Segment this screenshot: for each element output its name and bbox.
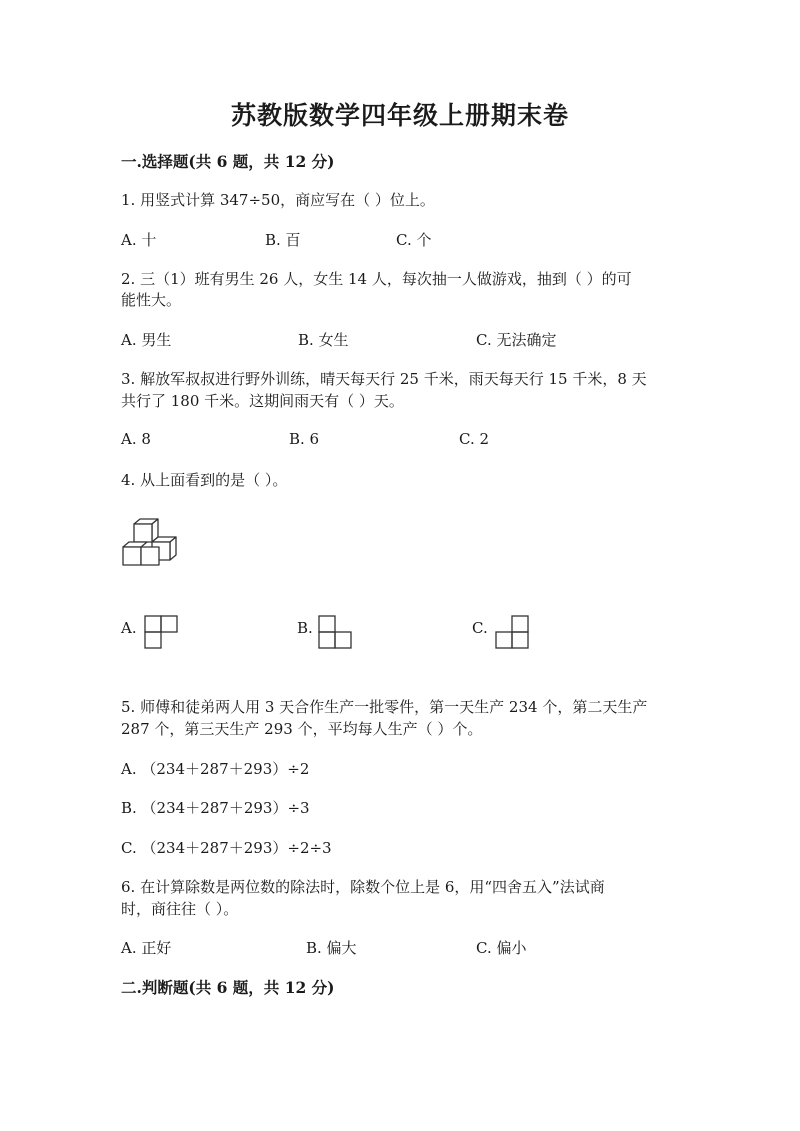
- question-2-text-line2: 能性大。: [121, 291, 182, 309]
- question-3-text-line1: 3. 解放军叔叔进行野外训练，晴天每天行 25 千米，雨天每天行 15 千米，8 天: [121, 370, 647, 388]
- q3-option-b: B. 6: [289, 430, 320, 448]
- q5-option-b: B. （234＋287＋293）÷3: [121, 799, 310, 817]
- q4-option-c: C.: [472, 619, 488, 637]
- q6-option-c: C. 偏小: [476, 939, 527, 957]
- q2-option-c: C. 无法确定: [476, 331, 557, 349]
- q5-option-c: C. （234＋287＋293）÷2÷3: [121, 839, 332, 857]
- question-5-text-line1: 5. 师傅和徒弟两人用 3 天合作生产一批零件，第一天生产 234 个，第二天生产: [121, 698, 648, 716]
- question-6-text-line1: 6. 在计算除数是两位数的除法时，除数个位上是 6，用“四舍五入”法试商: [121, 878, 605, 896]
- question-1-text: 1. 用竖式计算 347÷50，商应写在（ ）位上。: [121, 191, 435, 209]
- section-heading-judgment: 二.判断题(共 6 题，共 12 分): [121, 978, 335, 997]
- q5-option-a: A. （234＋287＋293）÷2: [121, 760, 310, 778]
- q1-option-a: A. 十: [121, 231, 157, 249]
- question-3-text-line2: 共行了 180 千米。这期间雨天有（ ）天。: [121, 392, 404, 410]
- q4-option-a: A.: [121, 619, 137, 637]
- q6-option-a: A. 正好: [121, 939, 172, 957]
- top-view-figure-b: [317, 614, 353, 650]
- q3-option-a: A. 8: [121, 430, 151, 448]
- section-heading-choice: 一.选择题(共 6 题，共 12 分): [121, 152, 335, 171]
- question-2-text-line1: 2. 三（1）班有男生 26 人，女生 14 人，每次抽一人做游戏，抽到（ ）的可: [121, 270, 632, 288]
- page-title: 苏教版数学四年级上册期末卷: [230, 101, 569, 130]
- q2-option-b: B. 女生: [298, 331, 349, 349]
- q4-option-b: B.: [297, 619, 313, 637]
- question-4-text: 4. 从上面看到的是（ ）。: [121, 471, 288, 489]
- question-5-text-line2: 287 个，第三天生产 293 个，平均每人生产（ ）个。: [121, 720, 483, 738]
- top-view-figure-c: [494, 614, 530, 650]
- q2-option-a: A. 男生: [121, 331, 172, 349]
- q1-option-b: B. 百: [265, 231, 301, 249]
- q3-option-c: C. 2: [459, 430, 490, 448]
- q1-option-c: C. 个: [396, 231, 432, 249]
- top-view-figure-a: [143, 614, 179, 650]
- question-6-text-line2: 时，商往往（ ）。: [121, 900, 239, 918]
- cube-stack-figure: [118, 518, 182, 570]
- q6-option-b: B. 偏大: [306, 939, 357, 957]
